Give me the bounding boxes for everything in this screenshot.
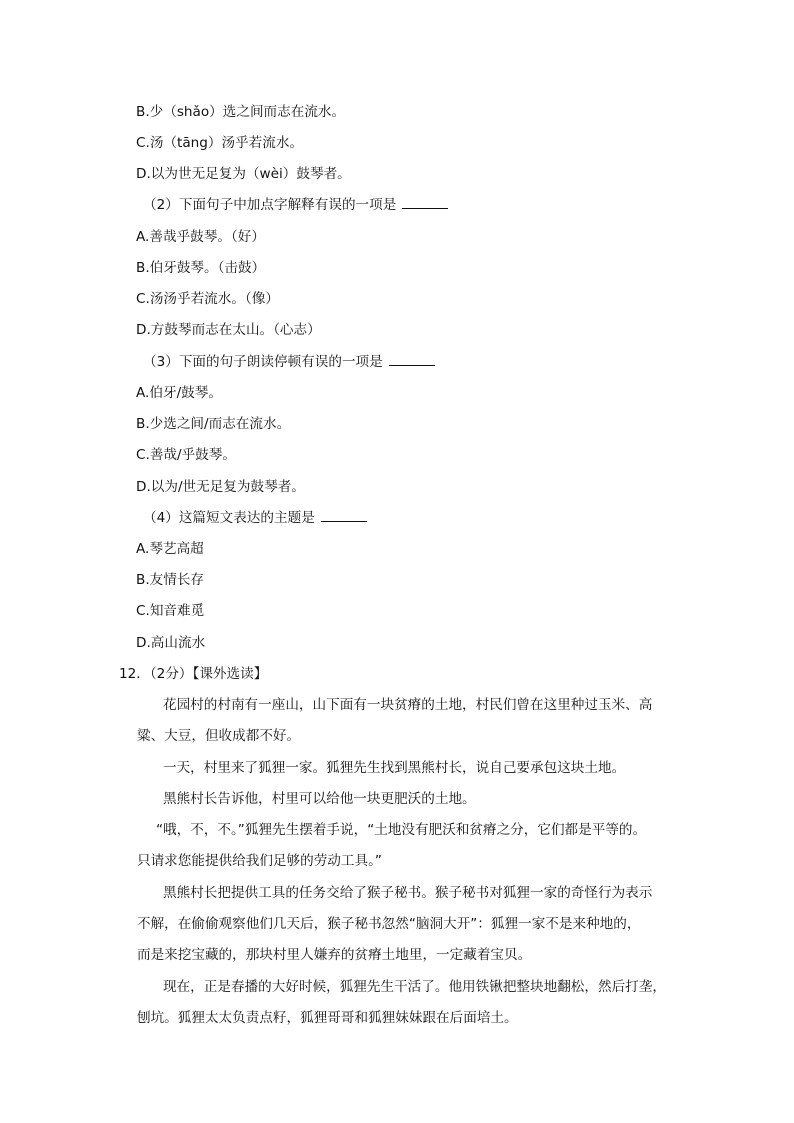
passage-line: 粱、大豆，但收成都不好。: [137, 728, 301, 744]
q11-p3-question-text: （3）下面的句子朗读停顿有误的一项是: [143, 354, 383, 370]
q12-header: 12．（2分）【课外选读】: [119, 666, 268, 682]
q11-p2-option-b: B.伯牙鼓琴。（击鼓）: [136, 260, 266, 276]
passage-line: 不解，在偷偷观察他们几天后，猴子秘书忽然“脑洞大开”：狐狸一家不是来种地的，: [137, 916, 641, 932]
passage-line: 现在，正是春播的大好时候，狐狸先生干活了。他用铁锹把整块地翻松，然后打垄，: [163, 979, 666, 995]
q11-p4-option-d: D.高山流水: [136, 635, 206, 651]
q11-p3-option-a: A.伯牙/鼓琴。: [136, 385, 222, 401]
q11-p4-question-text: （4）这篇短文表达的主题是: [143, 510, 315, 526]
passage-line: 而是来挖宝藏的，那块村里人嫌弃的贫瘠土地里，一定藏着宝贝。: [137, 947, 532, 963]
q11-p3-question: [143, 353, 435, 371]
passage-line: “哦，不，不。”狐狸先生摆着手说，“土地没有肥沃和贫瘠之分，它们都是平等的。: [156, 822, 647, 838]
q11-p3-option-d: D.以为/世无足复为鼓琴者。: [136, 479, 305, 495]
q11-p2-option-a: A.善哉乎鼓琴。（好）: [136, 229, 265, 245]
q11-p4-option-a: A.琴艺高超: [136, 541, 204, 557]
q11-p1-option-d: D.以为世无足复为（wèi）鼓琴者。: [136, 166, 351, 182]
q11-p2-option-d: D.方鼓琴而志在太山。（心志）: [136, 322, 321, 338]
passage-line: 只请求您能提供给我们足够的劳动工具。”: [137, 853, 382, 869]
q11-p2-question-text: （2）下面句子中加点字解释有误的一项是: [143, 197, 397, 213]
passage-line: 一天，村里来了狐狸一家。狐狸先生找到黑熊村长，说自己要承包这块土地。: [163, 760, 626, 776]
passage-line: 黑熊村长告诉他，村里可以给他一块更肥沃的土地。: [163, 791, 476, 807]
passage-line: 花园村的村南有一座山，山下面有一块贫瘠的土地，村民们曾在这里种过玉米、高: [163, 697, 653, 713]
q11-p4-question: [143, 509, 367, 527]
q11-p1-option-c: C.汤（tāng）汤乎若流水。: [136, 135, 304, 151]
passage-line: 黑熊村长把提供工具的任务交给了猴子秘书。猴子秘书对狐狸一家的奇怪行为表示: [163, 885, 653, 901]
passage-line: 刨坑。狐狸太太负责点籽，狐狸哥哥和狐狸妹妹跟在后面培土。: [137, 1010, 518, 1026]
q11-p1-option-b: B.少（shǎo）选之间而志在流水。: [136, 104, 346, 120]
q11-p3-option-c: C.善哉/乎鼓琴。: [136, 447, 236, 463]
q11-p2-question: [143, 196, 448, 214]
q11-p2-option-c: C.汤汤乎若流水。（像）: [136, 291, 279, 307]
answer-blank: [389, 353, 435, 366]
answer-blank: [321, 509, 367, 522]
q11-p4-option-c: C.知音难觅: [136, 603, 205, 619]
answer-blank: [402, 196, 448, 209]
q11-p4-option-b: B.友情长存: [136, 572, 205, 588]
q11-p3-option-b: B.少选之间/而志在流水。: [136, 416, 291, 432]
